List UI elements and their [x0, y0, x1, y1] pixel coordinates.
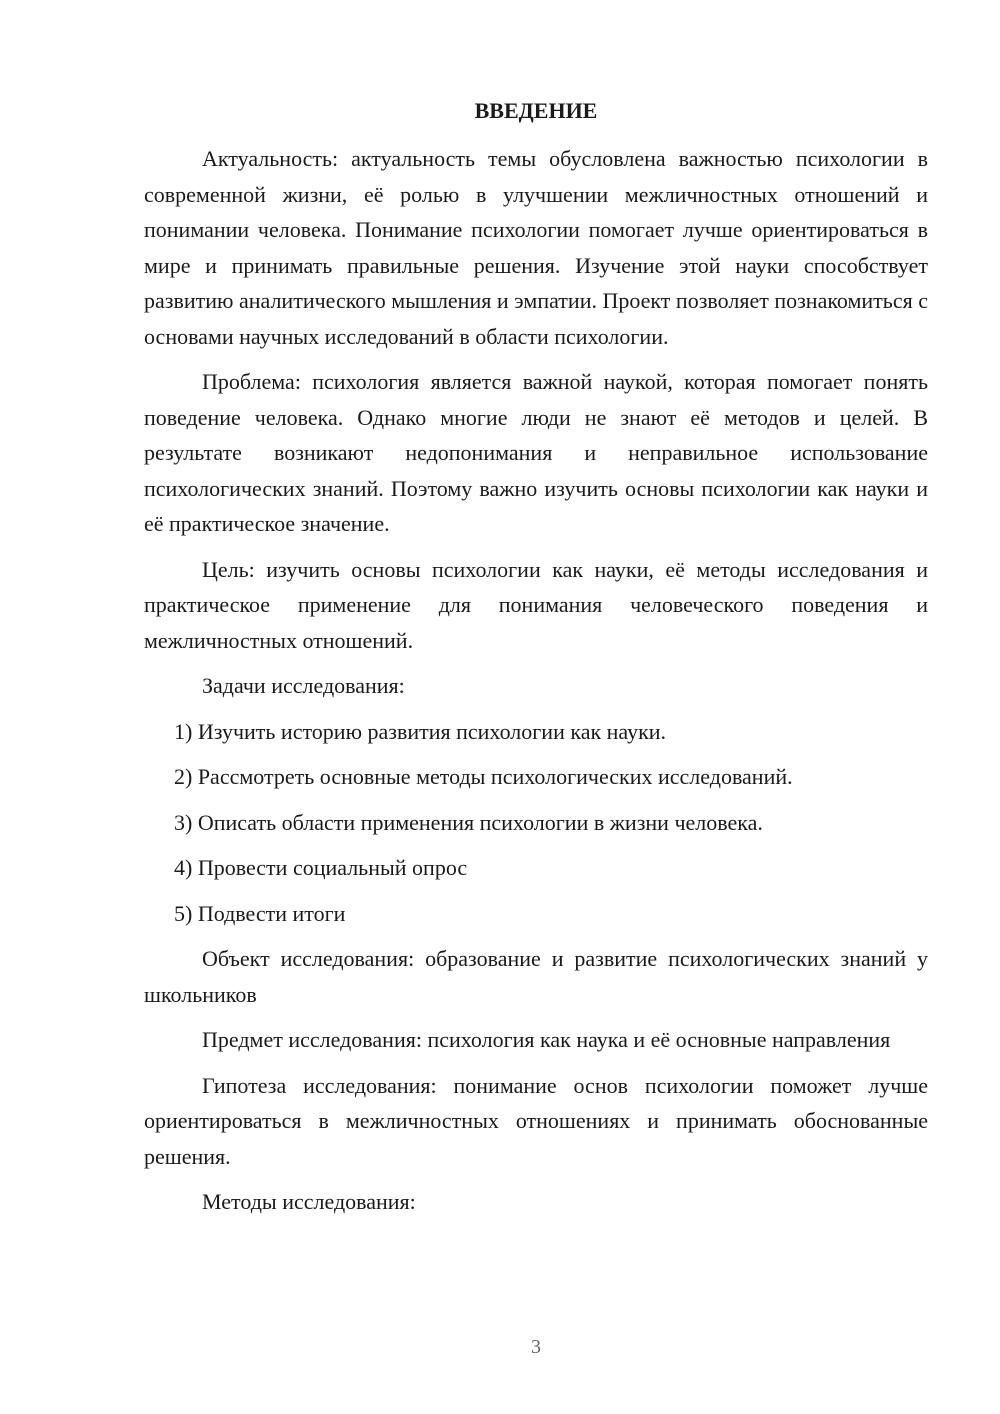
paragraph-goal: Цель: изучить основы психологии как науки, её методы исследования и практическое применение для понимания человеческого поведения и межличностных отношений. — [144, 556, 928, 653]
document-body — [144, 141, 928, 1230]
paragraph-relevance: Актуальность: актуальность темы обусловлена важностью психологии в современной жизни, её ролью в улучшении межличностных отношений и понимании человека. Понимание психологии помогает лучше ориентироваться в мире и принимать правильные решения. Изучение этой науки способствует развитию аналитического мышления и эмпатии. Проект позволяет познакомиться с основами научных исследований в области психологии. — [144, 146, 928, 349]
task-item-2: 2) Рассмотреть основные методы психологических исследований. — [174, 764, 793, 789]
task-item-5: 5) Подвести итоги — [174, 900, 346, 926]
paragraph-tasks-heading: Задачи исследования: — [202, 673, 405, 698]
page-title: ВВЕДЕНИЕ — [474, 98, 598, 123]
task-list — [144, 714, 928, 932]
task-item-4: 4) Провести социальный опрос — [174, 855, 468, 880]
task-item-1: 1) Изучить историю развития психологии как науки. — [174, 718, 667, 744]
paragraph-subject: Предмет исследования: психология как наука и её основные направления — [202, 1027, 891, 1052]
paragraph-object: Объект исследования: образование и развитие психологических знаний у школьников — [144, 946, 928, 1007]
paragraph-hypothesis: Гипотеза исследования: понимание основ психологии поможет лучше ориентироваться в межличностных отношениях и принимать обоснованные решения. — [144, 1072, 928, 1169]
task-item-3: 3) Описать области применения психологии в жизни человека. — [174, 809, 763, 835]
page-number: 3 — [531, 1336, 541, 1358]
paragraph-problem: Проблема: психология является важной наукой, которая помогает понять поведение человека. Однако многие люди не знают её методов и целей. В результате возникают недопонимания и неправильное использование психологических знаний. Поэтому важно изучить основы психологии как науки и её практическое значение. — [144, 369, 928, 536]
paragraph-methods: Методы исследования: — [202, 1189, 416, 1214]
